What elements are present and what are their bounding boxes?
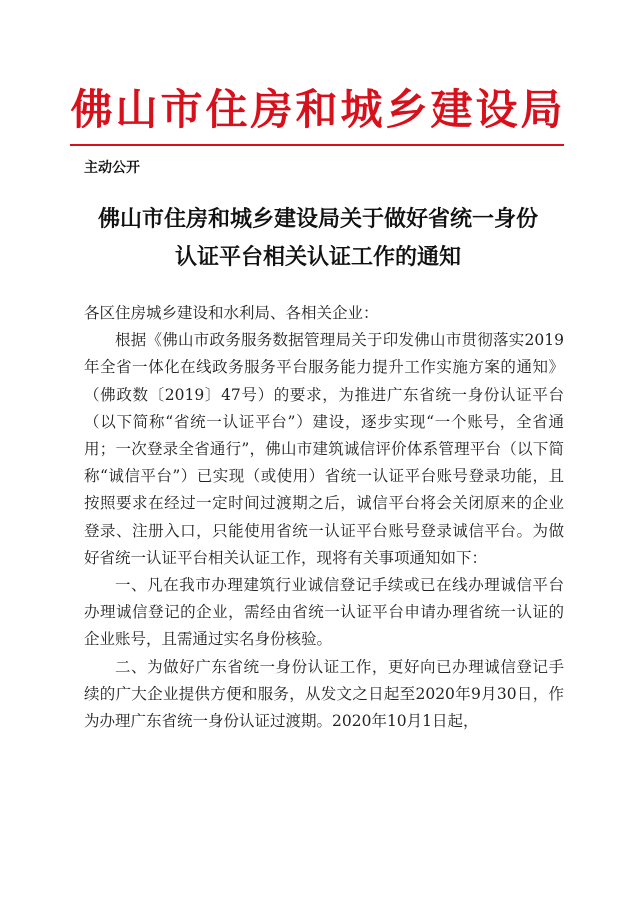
disclosure-label: 主动公开	[84, 160, 140, 176]
document-body	[84, 300, 564, 735]
document-title-line-2: 认证平台相关认证工作的通知	[174, 244, 461, 270]
body-paragraph-3: 二、为做好广东省统一身份认证工作，更好向已办理诚信登记手续的广大企业提供方便和服务，从发文之日起至2020年9月30日，作为办理广东省统一身份认证过渡期。2020年10月1日起，	[84, 657, 564, 731]
document-title	[60, 200, 576, 276]
issuer-masthead: 佛山市住房和城乡建设局	[70, 85, 566, 134]
red-divider-line	[70, 144, 564, 146]
body-paragraph-2: 一、凡在我市办理建筑行业诚信登记手续或已在线办理诚信平台办理诚信登记的企业，需经由省统一认证平台申请办理省统一认证的企业账号，且需通过实名身份核验。	[84, 576, 564, 649]
document-title-line-1: 佛山市住房和城乡建设局关于做好省统一身份	[97, 206, 538, 232]
body-paragraph-1: 根据《佛山市政务服务数据管理局关于印发佛山市贯彻落实2019年全省一体化在线政务服务平台服务能力提升工作实施方案的通知》（佛政数〔2019〕47号）的要求，为推进广东省统一身份认证平台（以下简称“省统一认证平台”）建设，逐步实现“一个账号，全省通用；一次登录全省通行”，佛山市建筑诚信评价体系管理平台（以下简称“诚信平台”）已实现（或使用）省统一认证平台账号登录功能，且按照要求在经过一定时间过渡期之后，诚信平台将会关闭原来的企业登录、注册入口，只能使用省统一认证平台账号登录诚信平台。为做好省统一认证平台相关认证工作，现将有关事项通知如下：	[84, 331, 564, 567]
salutation: 各区住房城乡建设和水利局、各相关企业：	[84, 304, 379, 322]
